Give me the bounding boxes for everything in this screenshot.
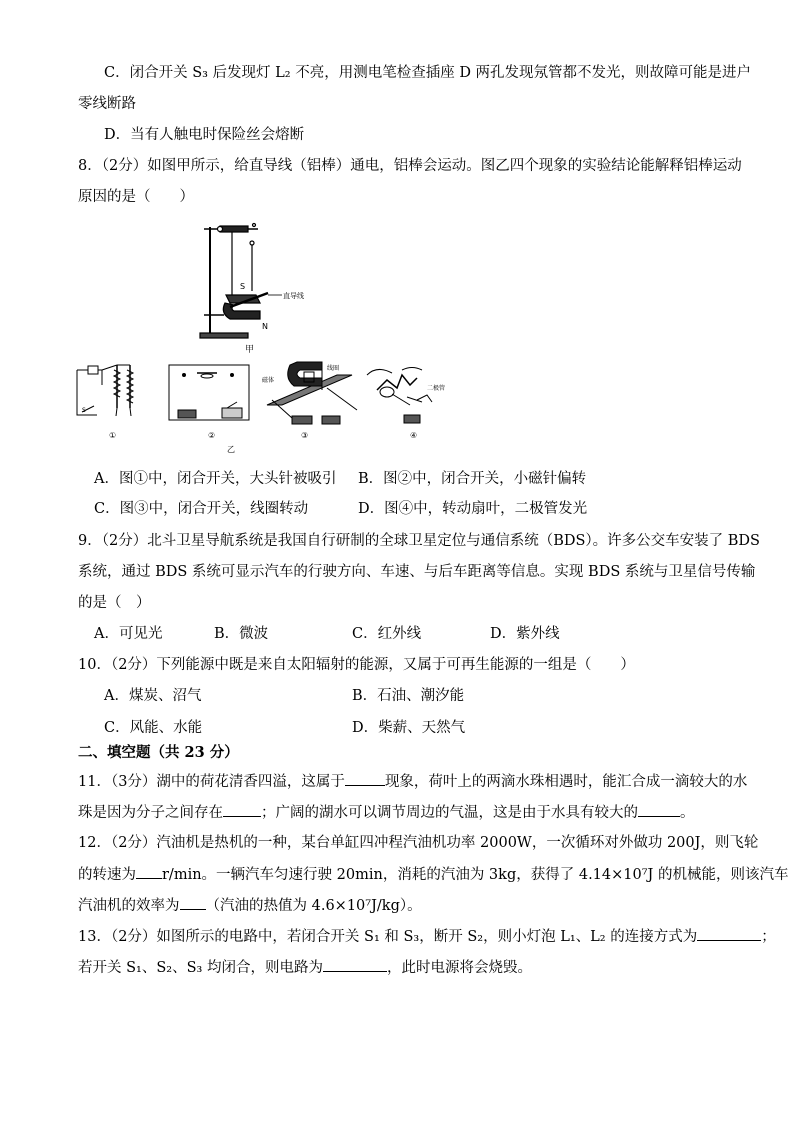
- yi-label-s: S: [82, 407, 86, 414]
- q13-blank-2[interactable]: [323, 957, 387, 972]
- yi-caption: 乙: [227, 445, 235, 454]
- yi-panel-2: [169, 365, 249, 420]
- q11-l2-a: 珠是因为分子之间存在: [78, 805, 223, 821]
- q7-option-c-line1: C．闭合开关 S₃ 后发现灯 L₂ 不亮，用测电笔检查插座 D 两孔发现氖管都不发光，则故障可能是进户: [104, 65, 752, 81]
- q9-option-d: D．紫外线: [490, 626, 560, 642]
- q9-stem-line3: 的是（ ）: [78, 595, 151, 611]
- stand-base: [200, 333, 248, 338]
- q12-line2: [78, 864, 788, 885]
- yi-panel-4: [367, 368, 432, 424]
- yi-label-2: ②: [208, 431, 216, 440]
- q12-blank-2[interactable]: [180, 895, 206, 910]
- jia-label-wire: 直导线: [283, 292, 304, 300]
- yi-label-coil: 线圈: [327, 365, 340, 372]
- q8-option-b: B．图②中，闭合开关，小磁针偏转: [358, 471, 587, 487]
- yi-label-diode: 二极管: [427, 385, 446, 392]
- q12-blank-1[interactable]: [136, 864, 162, 879]
- yi-label-magnet: 磁体: [262, 377, 275, 384]
- q12-l3-a: 汽油机的效率为: [78, 898, 180, 914]
- q10-option-c: C．风能、水能: [104, 720, 203, 736]
- q10-stem: 10．（2分）下列能源中既是来自太阳辐射的能源，又属于可再生能源的一组是（ ）: [78, 657, 635, 673]
- jia-label-n: N: [262, 322, 268, 331]
- q9-option-a: A．可见光: [94, 626, 163, 642]
- q9-option-c: C．红外线: [352, 626, 422, 642]
- q10-option-b: B．石油、潮汐能: [352, 688, 465, 704]
- q10-option-a: A．煤炭、沼气: [104, 688, 202, 704]
- yi-label-1: ①: [109, 431, 117, 440]
- q12-l2-b: r/min。一辆汽车匀速行驶 20min，消耗的汽油为 3kg，获得了 4.14×10⁷J 的机械能，则该汽车: [162, 867, 789, 883]
- q11-l1-a: 11．（3分）湖中的荷花清香四溢，这属于: [78, 774, 345, 790]
- q13-line1: [78, 926, 776, 947]
- q11-l2-c: 。: [680, 805, 695, 821]
- q12-l3-b: （汽油的热值为 4.6×10⁷J/kg）。: [205, 898, 422, 914]
- q13-l2-a: 若开关 S₁、S₂、S₃ 均闭合，则电路为: [78, 960, 323, 976]
- q11-line2: [78, 802, 695, 823]
- section-fill-in-heading: 二、填空题（共 23 分）: [78, 744, 239, 761]
- q8-figure-jia-caption: 甲: [245, 345, 255, 355]
- jia-label-s: S: [240, 282, 246, 291]
- q8-stem-line1: 8．（2分）如图甲所示，给直导线（铝棒）通电，铝棒会运动。图乙四个现象的实验结论能解释铝棒运动: [78, 158, 742, 174]
- yi-panel-3: [267, 362, 357, 424]
- q9-stem-line2: 系统，通过 BDS 系统可显示汽车的行驶方向、车速、与后车距离等信息。实现 BDS 系统与卫星信号传输: [78, 564, 756, 580]
- q13-line2: [78, 957, 532, 978]
- q8-stem-line2: 原因的是（ ）: [78, 189, 194, 205]
- q9-stem-line1: 9．（2分）北斗卫星导航系统是我国自行研制的全球卫星定位与通信系统（BDS）。许多公交车安装了 BDS: [78, 533, 760, 549]
- q12-line1: 12．（2分）汽油机是热机的一种，某台单缸四冲程汽油机功率 2000W，一次循环对外做功 200J，则飞轮: [78, 835, 759, 851]
- q8-figure-jia: [190, 215, 304, 350]
- q7-option-d: D．当有人触电时保险丝会熔断: [104, 127, 305, 143]
- q11-line1: [78, 771, 747, 792]
- q8-option-a: A．图①中，闭合开关，大头针被吸引: [94, 471, 337, 487]
- q13-l1-a: 13．（2分）如图所示的电路中，若闭合开关 S₁ 和 S₃，断开 S₂，则小灯泡 L₁、L₂ 的连接方式为: [78, 929, 698, 945]
- q11-l1-b: 现象，荷叶上的两滴水珠相遇时，能汇合成一滴较大的水: [384, 774, 748, 790]
- q13-l2-b: ，此时电源将会烧毁。: [386, 960, 532, 976]
- q11-l2-b: ；广阔的湖水可以调节周边的气温，这是由于水具有较大的: [261, 805, 638, 821]
- q12-line3: [78, 895, 422, 916]
- q7-option-c-line2: 零线断路: [78, 96, 136, 112]
- q11-blank-2[interactable]: [223, 802, 261, 817]
- q13-blank-1[interactable]: [697, 926, 761, 941]
- q9-option-b: B．微波: [214, 626, 269, 642]
- q11-blank-1[interactable]: [345, 771, 385, 786]
- q12-l2-a: 的转速为: [78, 867, 136, 883]
- q10-option-d: D．柴薪、天然气: [352, 720, 466, 736]
- yi-label-4: ④: [410, 431, 418, 440]
- q8-option-d: D．图④中，转动扇叶，二极管发光: [358, 501, 588, 517]
- yi-label-3: ③: [301, 431, 309, 440]
- q13-l1-b: ；: [761, 929, 776, 945]
- q8-option-c: C．图③中，闭合开关，线圈转动: [94, 501, 309, 517]
- q11-blank-3[interactable]: [638, 802, 680, 817]
- q8-figure-yi: [72, 360, 452, 455]
